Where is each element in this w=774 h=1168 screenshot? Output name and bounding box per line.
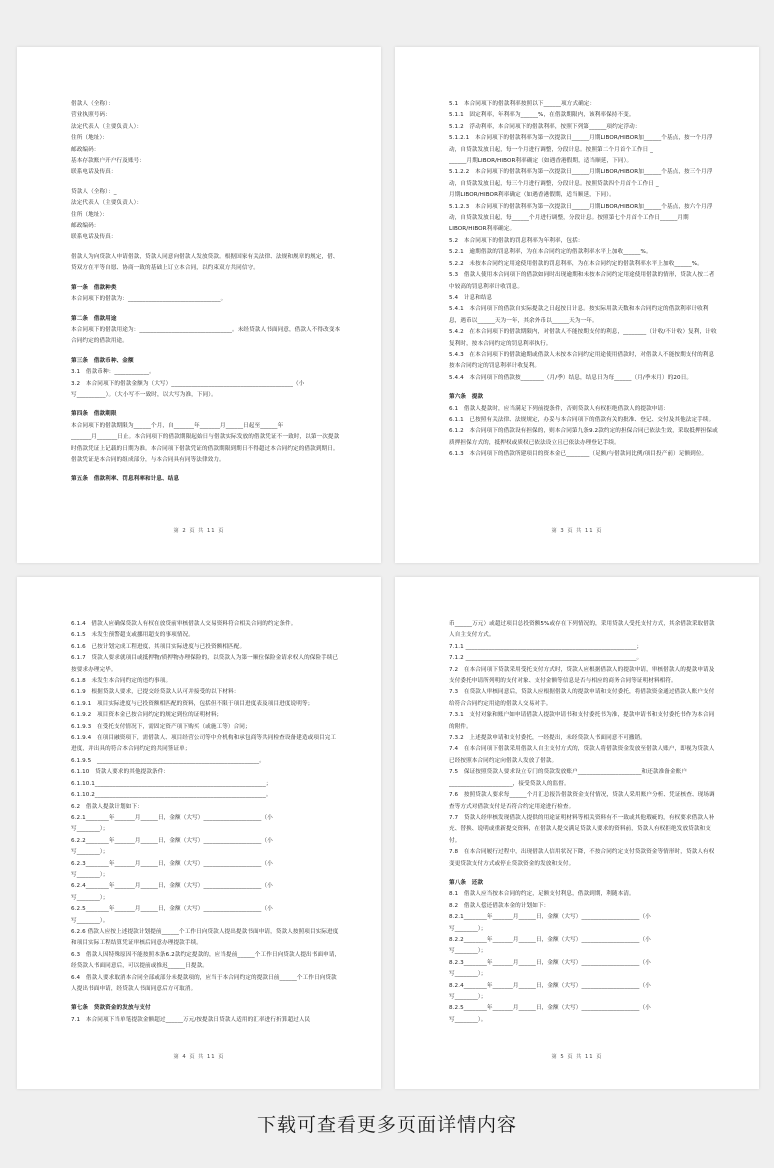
- section-heading: 第三条 借款币种、金额: [71, 357, 134, 364]
- text-line: 6.1.8 未发生本合同约定的违约事项。: [71, 678, 172, 685]
- paragraph: 6.3 借款人因特殊原因不能按照本条6.2款约定提款的，应当提前______个工作日向贷款人提出书面申请，经贷款人书面同意后，可以提前或推迟______日提款。: [71, 951, 341, 970]
- text-line: 写________）；: [449, 971, 487, 978]
- download-more-link[interactable]: 下载可查看更多页面详情内容: [256, 1114, 517, 1136]
- document-page-5: [395, 577, 759, 1089]
- text-line: 邮政编码：: [71, 223, 100, 230]
- text-line: 6.1.4 借款人应确保贷款人有权在放贷前审核借款人交易资料符合相关合同的约定条件。: [71, 621, 297, 627]
- text-line: 写__________）。（大小写不一致时，以大写为准，下同）。: [71, 391, 217, 398]
- section-heading: 第四条 借款期限: [71, 411, 117, 418]
- text-line: 营业执照号码：: [71, 112, 111, 119]
- text-line: 7.1 本合同项下当单笔提款金额超过______万元/按提款日贷款人适用的汇率进行折算超过人民: [71, 1016, 311, 1023]
- paragraph: 7.3 在贷款人审核同意后，贷款人应根据借款人的提款申请和支付委托，将借款资金通过借款人账户支付给符合合同约定用途的借款人交易对手。: [449, 689, 715, 707]
- text-line: 7.1.1 ___________________________________________________________；: [449, 643, 643, 650]
- text-line: 5.1 本合同项下的借款利率按照以下______项方式确定：: [449, 101, 596, 107]
- text-line: 8.2.5________年_______月______日，金额（大写）____________________（小: [449, 1005, 651, 1012]
- paragraph: 借款人为向贷款人申请借款，贷款人同意向借款人发放贷款。根据国家有关法律、法规和规章的规定，借、贷双方在平等自愿、协商一致的基础上订立本合同，以约束双方共同信守。: [71, 253, 339, 272]
- paragraph: 5.4.1 本合同项下的借款自实际提款之日起按日计息。按实际用款天数和本合同约定的借款利率计收利息，遇币以______天为一年，其余外币以______天为一年。: [449, 306, 709, 324]
- paragraph: 6.4 借款人要求取消本合同全部或部分未提款项的，应当于本合同约定的提款日前______个工作日向贷款人提出书面申请，经贷款人书面同意后方可取消。: [71, 974, 337, 992]
- paragraph: 5.1.2.1 本合同项下的借款利率为第一次提款日______月期LIBOR/HIBOR加______个基点，按一个月浮动，自贷款发放日起，每一个月进行调整，分段计息。按照第二个月首个工作日 _: [449, 135, 713, 153]
- paragraph: 6.1.3 本合同项下的借款所建项目的资本金已________（足额/与借款同比例/项目投产前）足额到位。: [449, 451, 708, 458]
- text-line: 邮政编码：: [71, 146, 100, 153]
- text-line: 写________）；: [71, 826, 109, 833]
- text-line: 8.2.4________年_______月______日，金额（大写）____________________（小: [449, 982, 651, 989]
- text-line: 联系电话及传真：: [71, 169, 117, 176]
- text-line: 写________）；: [71, 849, 109, 856]
- text-line: 5.4 计息和结息: [449, 294, 493, 301]
- text-line: 写________）；: [71, 894, 109, 901]
- text-line: 6.1.9.2 项目资本金已按合同约定的规定到位的证明材料；: [71, 712, 223, 719]
- text-line: 6.2.1________年_______月______日，金额（大写）____________________（小: [71, 814, 273, 821]
- text-line: 写________）；: [71, 871, 109, 878]
- paragraph: 6.2.6 借款人应按上述提款计划提前______个工作日向贷款人提出提款书面申请，贷款人按照项目实际进度和项目实际工程结算凭证审核后同意办理提款手续。: [71, 928, 339, 947]
- text-line: 6.1.5 未发生预警超支或挪用超支的事项情况。: [71, 632, 194, 639]
- page-body: [449, 619, 719, 1026]
- text-line: 7.1.2 ___________________________________________________________。: [449, 655, 643, 662]
- text-line: 写________）；: [449, 994, 487, 1000]
- text-line: 基本存款账户开户行及账号：: [71, 158, 146, 165]
- text-line: 住所（地址）：: [71, 135, 109, 142]
- text-line: 6.1.9.1 项目实际进度与已投资额相匹配的资料，包括但不限于项目进度表及项目进度说明等；: [71, 700, 314, 707]
- text-line: 借款人（全称）：: [71, 101, 114, 107]
- text-line: 3.2 本合同项下的借款金额为（大写）__________________________________________（小: [71, 380, 305, 387]
- text-line: 5.2 本合同项下的借款的罚息利率为年利率，包括：: [449, 237, 584, 244]
- paragraph: 6.1.1 已按照有关法律、法规规定，办妥与本合同项下的借款有关的批准、登记、交付及其他法定手续。: [449, 416, 715, 423]
- page-body: [71, 99, 341, 486]
- text-line: 5.1.2 浮动利率，本合同项下的借款利率，按照下列第______项约定浮动：: [449, 123, 641, 130]
- text-line: 6.1.9.5 ________________________________________________________。: [71, 757, 265, 764]
- paragraph: 7.4 在本合同项下借款采用借款人自主支付方式的，贷款人将借款资金发放至借款人账户，即视为贷款人已经按照本合同约定向借款人发放了借款。: [449, 746, 715, 764]
- text-line: 6.2.3________年_______月______日，金额（大写）____________________（小: [71, 860, 273, 867]
- text-line: 月期LIBOR/HIBOR利率确定（如遇香港假期，适当顺延，下同）。: [449, 192, 615, 199]
- paragraph: 7.6 按照贷款人要求每______个月汇总报告借款资金支付情况，贷款人采用账户分析、凭证核查、现场调查等方式对借款支付是否符合约定用途进行检查。: [449, 792, 715, 810]
- text-line: 6.2.4________年_______月______日，金额（大写）____________________（小: [71, 883, 273, 890]
- text-line: 写________）。: [449, 1016, 487, 1023]
- document-page-3: [395, 47, 759, 563]
- section-heading: 第五条 借款利率、罚息利率和计息、结息: [71, 476, 180, 483]
- page-footer: 第 3 页 共 11 页: [551, 527, 603, 534]
- page-footer: 第 4 页 共 11 页: [173, 1053, 225, 1060]
- paragraph: 5.4.3 在本合同项下的借款逾期或借款人未按本合同约定用途使用借款时，对借款人不能按期支付的利息按本合同约定的罚息利率计收复利。: [449, 351, 715, 370]
- text-line: 8.2 借款人偿还借款本金的计划如下：: [449, 902, 550, 909]
- text-line: 5.1.1 固定利率，年利率为______%，在借款期限内，该利率保持不变。: [449, 112, 635, 119]
- text-line: 8.2.2________年_______月______日，金额（大写）____________________（小: [449, 936, 651, 943]
- paragraph: 7.8 在本合同履行过程中，出现借款人信用状况下降，不按合同约定支付贷款资金等情形时，贷款人有权变更贷款支付方式或停止贷款资金的发放和支付。: [449, 849, 715, 867]
- document-page-4: [17, 577, 381, 1089]
- text-line: 6.2.2________年_______月______日，金额（大写）____________________（小: [71, 837, 273, 844]
- paragraph: 7.3.1 支付对象和账户如申请借款人提款申请书和支付委托书为准，提款申请书和支付委托书作为本合同的附件。: [449, 712, 715, 730]
- text-line: 6.1.6 已按计划完成工程进度，其项目实际进度与已投资额相匹配。: [71, 643, 246, 650]
- paragraph-gap: [71, 244, 341, 252]
- text-line: 8.2.3________年_______月______日，金额（大写）____________________（小: [449, 959, 651, 966]
- text-line: 6.1.9.3 在受托支付情况下，需固定资产项下购买（或施工等）合同；: [71, 723, 251, 730]
- text-line: 6.2.5________年_______月______日，金额（大写）____________________（小: [71, 906, 273, 913]
- text-line: 本合同项下的借款期限为______个月，自_______年_______月______日起至______年: [71, 422, 284, 429]
- section-heading: 第七条 贷款资金的发放与支付: [71, 1005, 151, 1012]
- text-line: 6.1.9 根据贷款人要求，已提交经贷款人认可并接受的以下材料：: [71, 689, 240, 696]
- text-line: 8.2.1________年_______月______日，金额（大写）____________________（小: [449, 914, 651, 921]
- paragraph: 本合同项下的借款用途为：________________________________。未经贷款人书面同意，借款人不得改变本合同约定的借款用途。: [71, 326, 341, 345]
- text-line: 6.1 借款人提款时，应当满足下列前提条件，否则贷款人有权拒绝借款人的提款申请：: [449, 405, 669, 412]
- page-footer: 第 2 页 共 11 页: [173, 527, 225, 534]
- page-footer: 第 5 页 共 11 页: [551, 1053, 603, 1060]
- text-line: 贷款人（全称）：_: [71, 188, 117, 195]
- paragraph: 5.1.2.2 本合同项下的借款利率为第一次提款日______月期LIBOR/HIBOR加______个基点，按三个月浮动，自贷款发放日起，每三个月进行调整，分段计息。按照贷款四个月首个工作日 _: [449, 169, 713, 187]
- document-page-2: [17, 47, 381, 563]
- text-line: 写________）。: [71, 917, 109, 924]
- text-line: 写________）；: [449, 925, 487, 932]
- paragraph: 7.7 贷款人经审核发现借款人提供的用途证明材料等相关资料有不一致或其他瑕疵的，有权要求借款人补充、替换、说明或重新提交资料，在借款人提交满足贷款人要求的资料前，贷款人有权拒绝发放贷款和支付。: [449, 814, 715, 844]
- paragraph: 7.2 在本合同项下贷款采用受托支付方式时，贷款人应根据借款人的提款申请，审核借款人的提款申请及支付委托申请所列明的支付对象、支付金额等信息是否与相应的商务合同等证明材料相符。: [449, 666, 715, 685]
- paragraph: 5.2.2 未按本合同约定用途使用借款的罚息利率，为在本合同约定的借款利率水平上加收______%。: [449, 260, 703, 267]
- paragraph: 7.5 保证按照贷款人要求设立专门的贷款发放账户______________________和还款准备金账户______________________，接受贷款人的监督。: [449, 769, 688, 787]
- paragraph: 5.3 借款人使用本合同项下的借款如同时出现逾期和未按本合同约定用途使用借款的情形，贷款人按二者中较高的罚息利率计收罚息。: [449, 272, 715, 290]
- text-line: 6.1.10.1___________________________________________________________；: [71, 780, 272, 787]
- section-heading: 第一条 借款种类: [71, 284, 117, 291]
- text-line: 本合同项下的借款为：________________________________。: [71, 296, 227, 303]
- text-line: 写________）；: [449, 948, 487, 955]
- paragraph: 5.4.2 在本合同项下的借款期限内，对借款人不能按期支付的利息，________（计收/不计收）复利，计收复利时，按本合同约定的罚息利率执行。: [449, 329, 717, 347]
- text-line: 法定代表人（主要负责人）：: [71, 200, 143, 207]
- section-heading: 第八条 还款: [449, 879, 484, 886]
- text-line: ______月期LIBOR/HIBOR利率确定（如遇香港假期，适当顺延，下同）。: [449, 158, 633, 165]
- text-line: 6.1.10 贷款人要求的其他提款条件：: [71, 769, 170, 776]
- text-line: 6.1.10.2___________________________________________________________。: [71, 792, 272, 799]
- page-body: [71, 619, 341, 1026]
- text-line: 住所（地址）：: [71, 211, 109, 218]
- paragraph: _______月_______日止。本合同项下的借款期限起始日与借款实际发放的借款凭证不一致时，以第一次提款时借款凭证上记载的日期为准。本合同项下借款凭证的借款期限到期日不得超过本合同约定的借款到期日。借款凭证是本合同的组成部分，与本合同具有同等法律效力。: [71, 434, 340, 463]
- text-line: 5.2.1 逾期借款的罚息利率，为在本合同约定的借款利率水平上加收______%。: [449, 249, 652, 256]
- text-line: 7.3.2 上述提款申请和支付委托，一经提出，未经贷款人书面同意不可撤销。: [449, 735, 646, 742]
- paragraph: 5.1.2.3 本合同项下的借款利率为第一次提款日______月期LIBOR/HIBOR加______个基点，按六个月浮动，自贷款发放日起，每______个月进行调整，分段计息。按照第七个月首个工作日______月期LIBOR/HIBOR利率确定。: [449, 203, 713, 233]
- text-line: 法定代表人（主要负责人）：: [71, 123, 143, 130]
- section-heading: 第六条 提款: [449, 394, 484, 401]
- paragraph-gap: [71, 179, 341, 187]
- text-line: 8.1 借款人应当按本合同的约定，足额支付利息，借款到期，利随本清。: [449, 891, 635, 898]
- text-line: 3.1 借款币种：____________。: [71, 369, 155, 376]
- text-line: 6.2 借款人提款计划如下：: [71, 803, 143, 810]
- paragraph: 6.1.7 贷款人要求就项目或抵押物/质押物办理保险的，以贷款人为第一顺位保险金请求权人的保险手续已按要求办理完毕。: [71, 655, 339, 673]
- page-body: [449, 99, 719, 461]
- paragraph: 6.1.2 本合同项下的借款设有担保的，则本合同第九条9.2款约定的担保合同已依法生效，采取抵押担保或质押担保方式的，抵押权或质权已依法设立且已依法办理登记手续。: [449, 428, 718, 446]
- section-heading: 第二条 借款用途: [71, 315, 117, 322]
- paragraph: 6.1.9.4 在项目融资项下，需借款人、项目经营公司等中介机构和承包商等共同检查设备建造或项目完工进度，并出具的符合本合同约定的共同签证单；: [71, 735, 337, 753]
- paragraph: 5.4.4 本合同项下的借款按________（月/季）结息，结息日为每______（月/季末月）的20日。: [449, 374, 693, 381]
- paragraph: 币______万元）或超过项目总投资额5%或存在下列情况的，采用贷款人受托支付方式，其余借款采取借款人自主支付方式。: [449, 621, 715, 639]
- text-line: 联系电话及传真：: [71, 234, 117, 241]
